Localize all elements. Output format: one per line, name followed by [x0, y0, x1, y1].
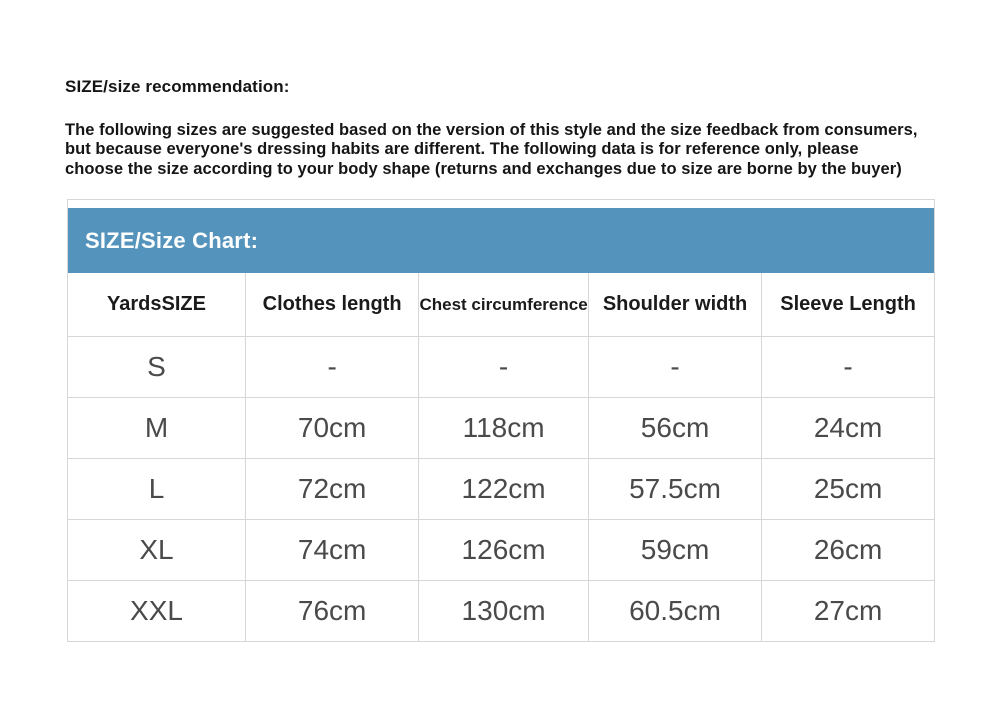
paragraph-line: but because everyone's dressing habits are different. The following data is for reference only, please	[65, 140, 859, 159]
value-cell: 26cm	[762, 520, 934, 581]
value-cell: 56cm	[588, 398, 761, 459]
value-cell: -	[419, 337, 589, 398]
column-header-shoulder-width: Shoulder width	[588, 273, 761, 337]
size-table	[68, 273, 934, 641]
size-recommendation-heading: SIZE/size recommendation:	[65, 77, 290, 96]
table-row-s	[68, 337, 934, 398]
value-cell: 118cm	[419, 398, 589, 459]
value-cell: 130cm	[419, 581, 589, 642]
value-cell: 59cm	[588, 520, 761, 581]
paragraph-line: The following sizes are suggested based on the version of this style and the size feedback from consumers,	[65, 121, 918, 139]
value-cell: 25cm	[762, 459, 934, 520]
column-header-clothes-length: Clothes length	[246, 273, 419, 337]
table-row-l	[68, 459, 934, 520]
value-cell: 126cm	[419, 520, 589, 581]
value-cell: -	[246, 337, 419, 398]
value-cell: -	[588, 337, 761, 398]
value-cell: 122cm	[419, 459, 589, 520]
value-cell: 72cm	[246, 459, 419, 520]
table-row-xl	[68, 520, 934, 581]
size-cell: XL	[68, 520, 246, 581]
size-chart-header	[68, 208, 934, 273]
size-table-header-row	[68, 273, 934, 337]
column-header-sleeve-length: Sleeve Length	[762, 273, 934, 337]
value-cell: 57.5cm	[588, 459, 761, 520]
value-cell: 76cm	[246, 581, 419, 642]
table-row-xxl	[68, 581, 934, 642]
value-cell: -	[762, 337, 934, 398]
value-cell: 74cm	[246, 520, 419, 581]
value-cell: 60.5cm	[588, 581, 761, 642]
paragraph-line: choose the size according to your body shape (returns and exchanges due to size are borne by the buyer)	[65, 159, 902, 178]
size-chart-title: SIZE/Size Chart:	[85, 227, 259, 253]
value-cell: 27cm	[762, 581, 934, 642]
table-row-m	[68, 398, 934, 459]
size-cell: XXL	[68, 581, 246, 642]
size-recommendation-paragraph	[65, 121, 918, 179]
value-cell: 24cm	[762, 398, 934, 459]
column-header-size: YardsSIZE	[68, 273, 246, 337]
size-cell: S	[68, 337, 246, 398]
size-cell: M	[68, 398, 246, 459]
column-header-chest-circumference: Chest circumference	[419, 273, 589, 337]
value-cell: 70cm	[246, 398, 419, 459]
size-chart-panel	[67, 199, 935, 642]
size-cell: L	[68, 459, 246, 520]
